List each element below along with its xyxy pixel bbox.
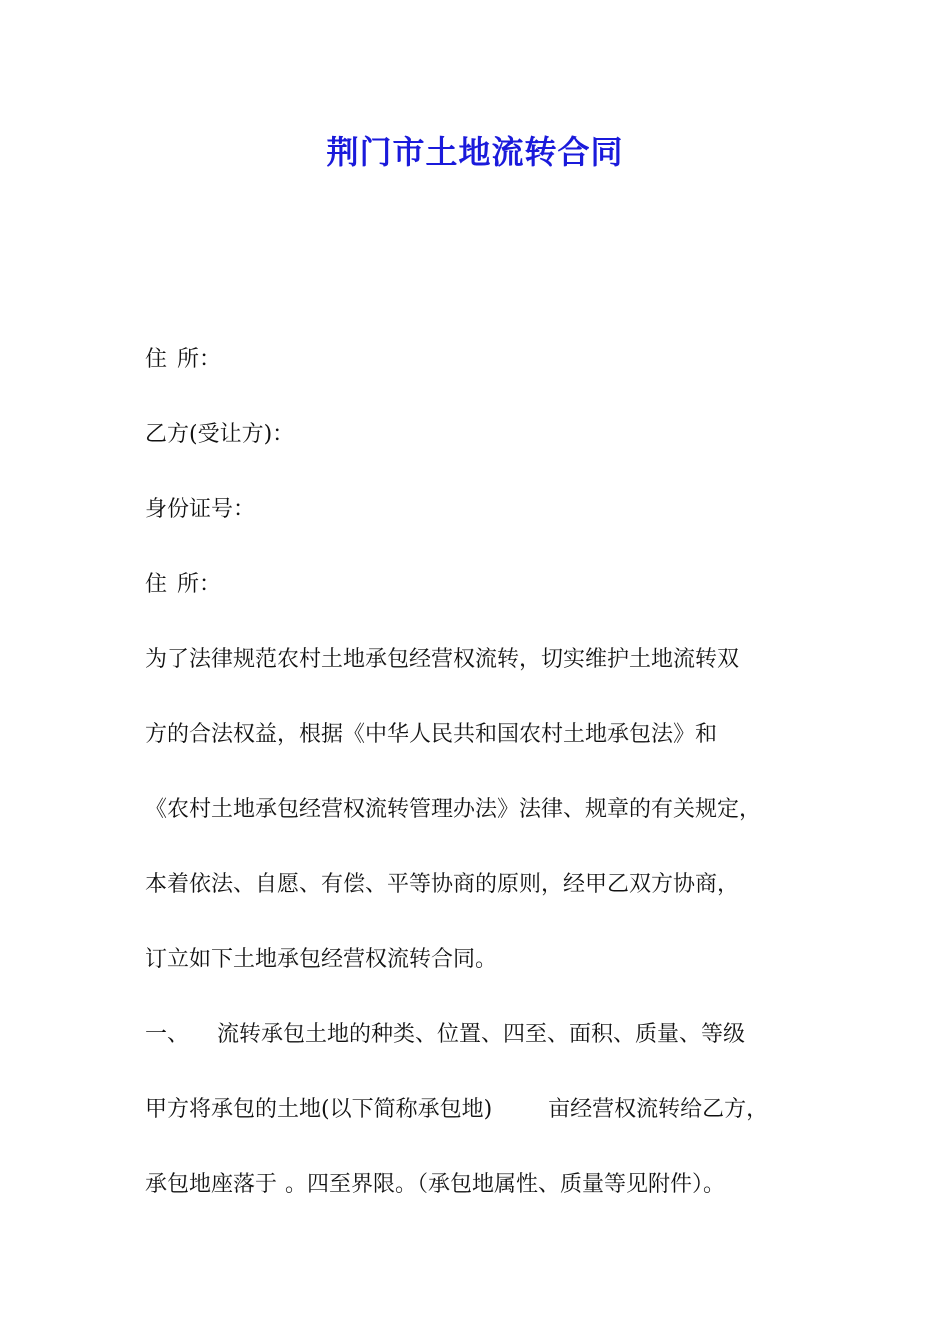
clause-2-part-b: 。四至界限。（承包地属性、质量等见附件）。	[285, 1172, 726, 1197]
address-label-rest: 所：	[177, 347, 222, 372]
id-number-line: 身份证号：	[145, 497, 256, 522]
address-line-2	[145, 565, 835, 640]
clause-2-part-a: 承包地座落于	[145, 1172, 278, 1197]
section-1-number: 一、	[145, 1022, 190, 1047]
clause-1-part-a: 甲方将承包的土地(以下简称承包地)	[145, 1097, 493, 1122]
document-title: 荆门市土地流转合同	[326, 133, 624, 171]
preamble-line-5: 订立如下土地承包经营权流转合同。	[145, 947, 498, 972]
clause-line-2	[145, 1165, 835, 1240]
document-body	[145, 340, 835, 1240]
preamble-line-3: 《农村土地承包经营权流转管理办法》法律、规章的有关规定，	[145, 797, 762, 822]
preamble-line-2: 方的合法权益，根据《中华人民共和国农村土地承包法》和	[145, 722, 718, 747]
section-1-heading: 流转承包土地的种类、位置、四至、面积、质量、等级	[217, 1022, 746, 1047]
address-label-char: 住	[145, 347, 168, 372]
address-label-rest: 所：	[177, 572, 222, 597]
preamble-line-4: 本着依法、自愿、有偿、平等协商的原则，经甲乙双方协商，	[145, 872, 740, 897]
clause-1-part-b: 亩经营权流转给乙方，	[548, 1097, 769, 1122]
section-1-heading-line	[145, 1015, 835, 1090]
address-line-1	[145, 340, 835, 415]
party-b-line: 乙方(受让方)：	[145, 422, 295, 447]
address-label-char: 住	[145, 572, 168, 597]
preamble-line-1: 为了法律规范农村土地承包经营权流转，切实维护土地流转双	[145, 647, 740, 672]
clause-line-1	[145, 1090, 835, 1165]
